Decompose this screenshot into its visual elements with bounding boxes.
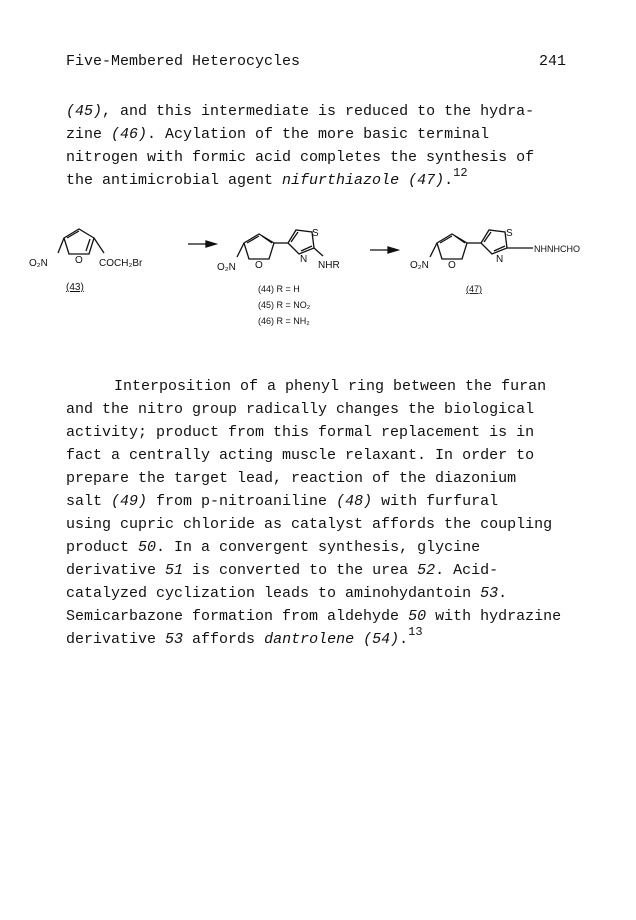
text-line: nitrogen with formic acid completes the synthesis of [66,149,535,166]
compound-ref: 53 [165,631,184,648]
compound-ref: (46) [111,126,148,143]
text-line: product 50. In a convergent synthesis, glycine [66,539,481,556]
running-title: Five-Membered Heterocycles [66,53,301,70]
compound-ref: (47) [408,172,445,189]
furan-o-label-44: O [255,260,263,271]
text-line: derivative 53 affords dantrolene (54).$^{13}$ [66,625,423,648]
substituent-label-44: NHR [318,260,340,271]
variant-label-46: (46) R = NH₂ [258,316,310,326]
text-line: using cupric chloride as catalyst affords the coupling [66,516,553,533]
compound-ref: 52 [417,562,436,579]
reaction-scheme [0,0,636,340]
text-line: the antimicrobial agent nifurthiazole (47).$^{12}$ [66,166,468,189]
text-line: Interposition of a phenyl ring between the furan [114,378,547,395]
furan-ring-47 [430,234,467,259]
text-line: (45), and this intermediate is reduced to the hydra- [66,103,535,120]
text-line: catalyzed cyclization leads to aminohydantoin 53. [66,585,508,602]
text-line: derivative 51 is converted to the urea 52. Acid- [66,562,499,579]
text-line: Semicarbazone formation from aldehyde 50 with hydrazine [66,608,562,625]
furan-o-label-43: O [75,255,83,266]
furan-ring-44 [237,234,274,259]
thiazole-n-label-47: N [496,254,504,265]
no2-label-43: O₂N [29,258,48,269]
no2-label-47: O₂N [410,260,429,271]
no2-label-44: O₂N [217,262,236,273]
compound-ref: 50 [408,608,427,625]
drug-name: dantrolene [264,631,355,648]
compound-label-47: (47) [466,284,483,294]
thiazole-ring-44 [288,230,314,254]
compound-label-43: (43) [66,282,84,293]
variant-label-44: (44) R = H [258,284,300,294]
compound-ref: 53 [480,585,499,602]
substituent-label-47: NHNHCHO [534,244,580,254]
variant-label-45: (45) R = NO₂ [258,300,311,310]
footnote-ref: 13 [408,625,423,639]
furan-ring-43 [58,229,104,254]
text-line: activity; product from this formal replacement is in [66,424,535,441]
reaction-arrow-2 [370,247,398,253]
substituent-label-43: COCH₂Br [99,258,143,269]
compound-ref: (45) [66,103,103,120]
compound-ref: 51 [165,562,184,579]
reaction-arrow-1 [188,241,216,247]
page-number: 241 [538,53,566,70]
thiazole-ring-47 [481,230,507,254]
text-line: and the nitro group radically changes the biological [66,401,535,418]
compound-ref: (49) [111,493,148,510]
footnote-ref: 12 [453,166,468,180]
text-line: zine (46). Acylation of the more basic terminal [66,126,490,143]
compound-ref: (54) [363,631,400,648]
furan-o-label-47: O [448,260,456,271]
thiazole-s-label-47: S [506,228,513,239]
paragraph-2 [66,375,586,651]
compound-ref: 50 [138,539,157,556]
thiazole-n-label-44: N [300,254,308,265]
drug-name: nifurthiazole [282,172,400,189]
text-line: prepare the target lead, reaction of the diazonium [66,470,517,487]
thiazole-s-label-44: S [312,228,319,239]
compound-ref: (48) [336,493,373,510]
text-line: fact a centrally acting muscle relaxant. In order to [66,447,535,464]
text-line: salt (49) from p-nitroaniline (48) with furfural [66,493,499,510]
